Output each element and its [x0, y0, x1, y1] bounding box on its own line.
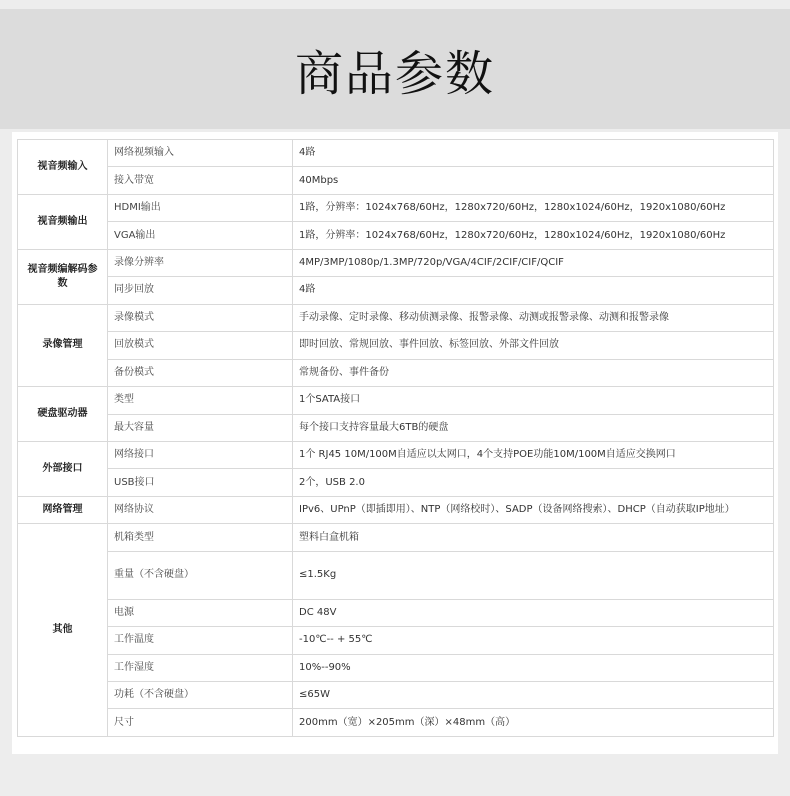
page-header — [0, 9, 790, 129]
param-value-cell: 2个，USB 2.0 — [293, 469, 774, 496]
param-name-cell: 同步回放 — [108, 277, 293, 304]
param-name-cell: 备份模式 — [108, 359, 293, 386]
param-value-cell: 4路 — [293, 277, 774, 304]
param-value-cell: 200mm（宽）×205mm（深）×48mm（高） — [293, 709, 774, 737]
table-row — [18, 140, 774, 167]
param-value-cell: IPv6、UPnP（即插即用）、NTP（网络校时）、SADP（设备网络搜索）、DHCP（自动获取IP地址） — [293, 496, 774, 523]
param-value-cell: 塑料白盒机箱 — [293, 524, 774, 551]
param-value-cell: DC 48V — [293, 599, 774, 626]
table-row — [18, 627, 774, 654]
param-name-cell: 重量（不含硬盘） — [108, 551, 293, 599]
param-name-cell: 网络接口 — [108, 441, 293, 468]
param-name-cell: 网络视频输入 — [108, 140, 293, 167]
table-row — [18, 249, 774, 276]
param-value-cell: ≤65W — [293, 681, 774, 708]
param-value-cell: 1路，分辨率：1024x768/60Hz，1280x720/60Hz，1280x1024/60Hz，1920x1080/60Hz — [293, 222, 774, 249]
param-name-cell: 回放模式 — [108, 332, 293, 359]
table-row — [18, 599, 774, 626]
table-row — [18, 709, 774, 737]
spec-table — [17, 139, 774, 737]
param-name-cell: 最大容量 — [108, 414, 293, 441]
param-name-cell: 工作湿度 — [108, 654, 293, 681]
param-name-cell: 工作温度 — [108, 627, 293, 654]
param-value-cell: 常规备份、事件备份 — [293, 359, 774, 386]
spec-panel — [12, 132, 778, 754]
param-value-cell: 4路 — [293, 140, 774, 167]
category-cell: 外部接口 — [18, 441, 108, 496]
category-cell: 视音频输出 — [18, 194, 108, 249]
category-cell: 硬盘驱动器 — [18, 387, 108, 442]
table-row — [18, 222, 774, 249]
param-value-cell: 10%--90% — [293, 654, 774, 681]
param-name-cell: 功耗（不含硬盘） — [108, 681, 293, 708]
table-row — [18, 551, 774, 599]
table-row — [18, 681, 774, 708]
param-name-cell: VGA输出 — [108, 222, 293, 249]
param-value-cell: 手动录像、定时录像、移动侦测录像、报警录像、动测或报警录像、动测和报警录像 — [293, 304, 774, 331]
page-title: 商品参数 — [294, 45, 495, 102]
param-value-cell: 1个 RJ45 10M/100M自适应以太网口，4个支持POE功能10M/100M自适应交换网口 — [293, 441, 774, 468]
table-row — [18, 194, 774, 221]
category-cell: 视音频编解码参数 — [18, 249, 108, 304]
table-row — [18, 414, 774, 441]
category-cell: 视音频输入 — [18, 140, 108, 195]
param-value-cell: 1个SATA接口 — [293, 387, 774, 414]
table-row — [18, 277, 774, 304]
param-value-cell: -10℃-- + 55℃ — [293, 627, 774, 654]
param-name-cell: 接入带宽 — [108, 167, 293, 194]
param-name-cell: 电源 — [108, 599, 293, 626]
param-value-cell: 4MP/3MP/1080p/1.3MP/720p/VGA/4CIF/2CIF/CIF/QCIF — [293, 249, 774, 276]
table-row — [18, 304, 774, 331]
param-name-cell: USB接口 — [108, 469, 293, 496]
param-value-cell: 即时回放、常规回放、事件回放、标签回放、外部文件回放 — [293, 332, 774, 359]
param-name-cell: 类型 — [108, 387, 293, 414]
category-cell: 其他 — [18, 524, 108, 737]
param-name-cell: 机箱类型 — [108, 524, 293, 551]
param-name-cell: HDMI输出 — [108, 194, 293, 221]
param-value-cell: 1路，分辨率：1024x768/60Hz，1280x720/60Hz，1280x1024/60Hz，1920x1080/60Hz — [293, 194, 774, 221]
category-cell: 网络管理 — [18, 496, 108, 523]
table-row — [18, 524, 774, 551]
table-row — [18, 167, 774, 194]
param-value-cell: 每个接口支持容量最大6TB的硬盘 — [293, 414, 774, 441]
param-value-cell: ≤1.5Kg — [293, 551, 774, 599]
param-name-cell: 尺寸 — [108, 709, 293, 737]
param-name-cell: 网络协议 — [108, 496, 293, 523]
table-row — [18, 441, 774, 468]
table-row — [18, 654, 774, 681]
table-row — [18, 359, 774, 386]
table-row — [18, 387, 774, 414]
param-name-cell: 录像模式 — [108, 304, 293, 331]
table-row — [18, 332, 774, 359]
param-name-cell: 录像分辨率 — [108, 249, 293, 276]
param-value-cell: 40Mbps — [293, 167, 774, 194]
table-row — [18, 496, 774, 523]
category-cell: 录像管理 — [18, 304, 108, 386]
table-row — [18, 469, 774, 496]
